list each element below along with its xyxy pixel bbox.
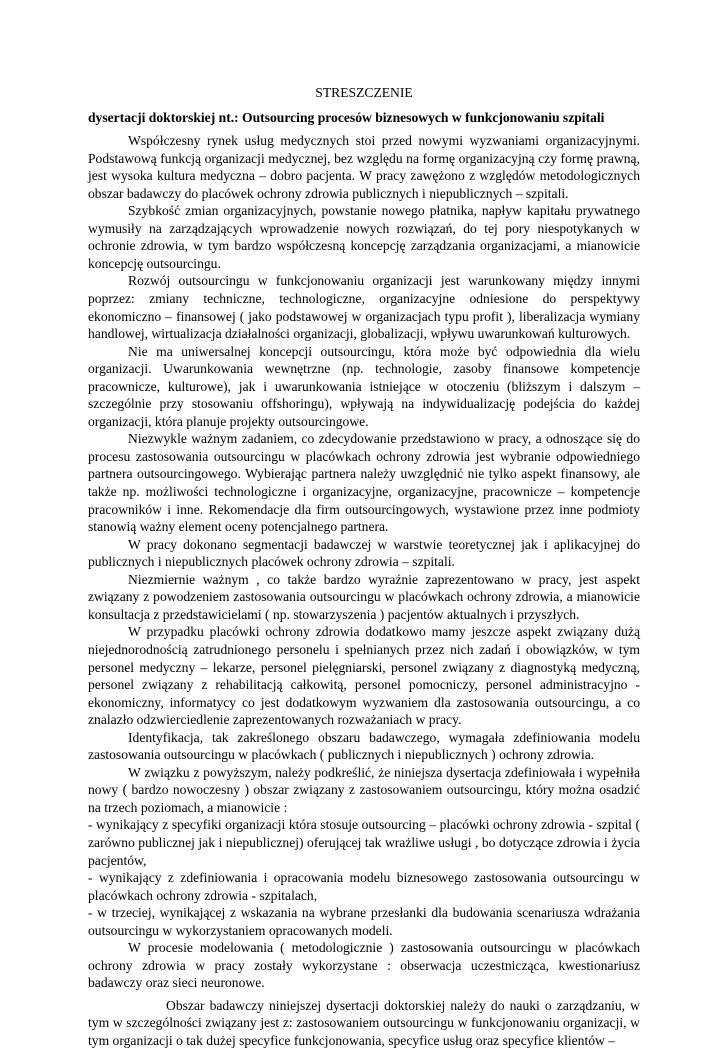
document-page <box>88 84 640 1050</box>
list-item: - wynikający z specyfiki organizacji która stosuje outsourcing – placówki ochrony zdrowia - szpital ( zarówno publicznej jak i niepublicznej) oferującej tak wrażliwe usługi , bo dotyczące zdrowia i życia pacjentów, <box>88 817 640 868</box>
document-subtitle: dysertacji doktorskiej nt.: Outsourcing procesów biznesowych w funkcjonowaniu szpitali <box>88 109 605 125</box>
paragraph: Szybkość zmian organizacyjnych, powstanie nowego płatnika, napływ kapitału prywatnego wymusiły na zarządzających wprowadzenie nowych rozwiązań, do tej pory niespotykanych w ochronie zdrowia, w tym bardzo współczesną koncepcję zarządzania organizacjami, a mianowicie koncepcję outsourcingu. <box>88 203 640 271</box>
paragraph: Niezmiernie ważnym , co także bardzo wyraźnie zaprezentowano w pracy, jest aspekt związany z powodzeniem zastosowania outsourcingu w placówkach ochrony zdrowia, a mianowicie konsultacja z przedstawicielami ( np. stowarzyszenia ) pacjentów aktualnych i przyszłych. <box>88 571 640 622</box>
paragraph: Współczesny rynek usług medycznych stoi przed nowymi wyzwaniami organizacyjnymi. Podstawową funkcją organizacji medycznej, bez względu na formę organizacyjną czy formę prawną, jest wysoka kultura medyczna – dobro pacjenta. W pracy zawężono z względów metodologicznych obszar badawczy do placówek ochrony zdrowia publicznych i niepublicznych – szpitali. <box>88 133 640 201</box>
paragraph: W związku z powyższym, należy podkreślić, że niniejsza dysertacja zdefiniowała i wypełniła nowy ( bardzo nowoczesny ) obszar związany z zastosowaniem outsourcingu, który można osadzić na trzech poziomach, a mianowicie : <box>88 764 640 815</box>
paragraph: Obszar badawczy niniejszej dysertacji doktorskiej należy do nauki o zarządzaniu, w tym w szczególności związany jest z: zastosowaniem outsourcingu w funkcjonowaniu organizacji, w tym organizacji o tak dużej specyfice funkcjonowania, specyfice usług oraz specyfice klientów – <box>88 997 640 1048</box>
list-item: - w trzeciej, wynikającej z wskazania na wybrane przesłanki dla budowania scenariusza wdrażania outsourcingu w wykorzystaniem opracowanych modeli. <box>88 905 640 938</box>
document-title: STRESZCZENIE <box>315 85 413 100</box>
paragraph: Nie ma uniwersalnej koncepcji outsourcingu, która może być odpowiednia dla wielu organizacji. Uwarunkowania wewnętrzne (np. technologie, zasoby finansowe kompetencje pracownicze, kulturowe), jak i uwarunkowania istniejące w otoczeniu (bliższym i dalszym – szczególnie przy stosowaniu offshoringu), wpływają na indywidualizację podejścia do każdej organizacji, która planuje projekty outsourcingowe. <box>88 343 640 429</box>
paragraph: W przypadku placówki ochrony zdrowia dodatkowo mamy jeszcze aspekt związany dużą niejednorodnością zatrudnionego personelu i spełnianych przez nich zadań i obowiązków, w tym personel medyczny – lekarze, personel pielęgniarski, personel związany z diagnostyką medyczną, personel związany z rehabilitacją całkowitą, personel pomocniczy, personel administracyjno - ekonomiczny, informatycy co jest dodatkowym wyzwaniem dla zastosowania outsourcingu, a co znalazło odzwierciedlenie zaprezentowanych rozważaniach w pracy. <box>88 624 640 728</box>
paragraph: W procesie modelowania ( metodologicznie ) zastosowania outsourcingu w placówkach ochrony zdrowia w pracy zostały wykorzystane : obserwacja uczestnicząca, kwestionariusz badawczy oraz sieci neuronowe. <box>88 940 640 991</box>
list-item: - wynikający z zdefiniowania i opracowania modelu biznesowego zastosowania outsourcingu w placówkach ochrony zdrowia - szpitalach, <box>88 870 640 903</box>
paragraph: W pracy dokonano segmentacji badawczej w warstwie teoretycznej jak i aplikacyjnej do publicznych i niepublicznych placówek ochrony zdrowia – szpitali. <box>88 536 640 570</box>
paragraph: Identyfikacja, tak zakreślonego obszaru badawczego, wymagała zdefiniowania modelu zastosowania outsourcingu w placówkach ( publicznych i niepublicznych ) ochrony zdrowia. <box>88 729 640 763</box>
paragraph: Rozwój outsourcingu w funkcjonowaniu organizacji jest warunkowany między innymi poprzez: zmiany techniczne, technologiczne, organizacyjne odniesione do perspektywy ekonomiczno – finansowej ( jako podstawowej w organizacjach typu profit ), liberalizacja wymiany handlowej, wirtualizacja działalności organizacji, globalizacji, wpływu uwarunkowań kulturowych. <box>88 273 640 342</box>
paragraph: Niezwykle ważnym zadaniem, co zdecydowanie przedstawiono w pracy, a odnoszące się do procesu zastosowania outsourcingu w placówkach ochrony zdrowia jest wybranie odpowiedniego partnera outsourcingowego. Wybierając partnera należy uwzględnić nie tylko aspekt finansowy, ale także np. możliwości technologiczne i organizacyjne, organizacyjne, pracownicze – kompetencje pracowników i inne. Rekomendacje dla firm outsourcingowych, wystawione przez inne podmioty stanowią ważny element oceny potencjalnego partnera. <box>88 431 640 535</box>
